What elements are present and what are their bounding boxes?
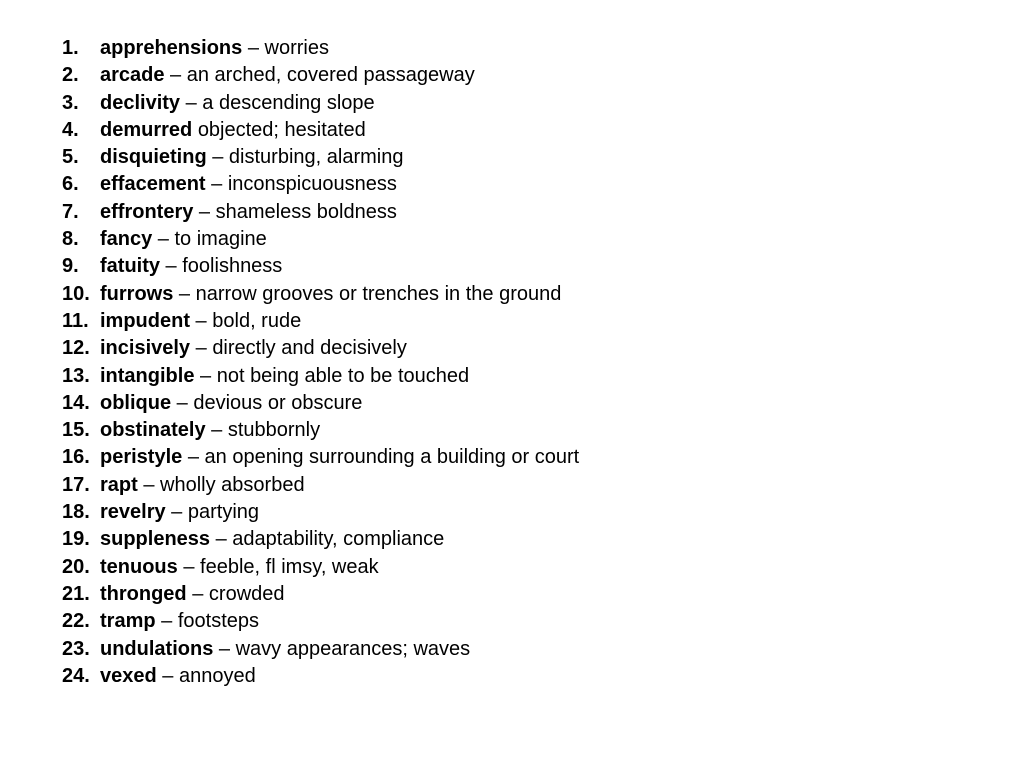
vocab-item [62, 117, 579, 144]
item-number: 13. [62, 364, 90, 387]
item-number: 8. [62, 228, 79, 251]
vocab-definition: a descending slope [202, 91, 375, 114]
vocab-definition: devious or obscure [193, 391, 363, 414]
item-number: 22. [62, 610, 90, 633]
vocab-term: suppleness [100, 528, 211, 551]
vocab-item [62, 308, 579, 335]
term-separator: – [205, 419, 228, 442]
vocab-item [62, 144, 579, 171]
vocab-term: apprehensions [100, 37, 243, 59]
vocab-item [62, 554, 579, 581]
item-number: 12. [62, 337, 90, 360]
item-number: 16. [62, 446, 90, 469]
item-number: 11. [62, 309, 89, 332]
vocab-term: thronged [100, 582, 187, 605]
vocab-definition: an arched, covered passageway [186, 64, 475, 87]
term-separator: – [137, 473, 161, 496]
item-number: 10. [62, 282, 90, 305]
item-number: 17. [62, 473, 90, 496]
vocab-definition: objected; hesitated [197, 118, 366, 141]
item-number: 5. [62, 146, 79, 169]
vocab-term: incisively [100, 337, 191, 360]
vocab-definition: worries [264, 37, 329, 59]
vocab-item [62, 581, 579, 608]
vocab-term: disquieting [100, 146, 207, 169]
vocab-item [62, 35, 579, 62]
vocab-term: effacement [100, 173, 206, 196]
vocab-item [62, 62, 579, 89]
vocabulary-list [62, 35, 579, 690]
vocab-term: effrontery [100, 200, 194, 223]
term-separator: – [242, 37, 265, 59]
vocab-item [62, 90, 579, 117]
term-separator: – [186, 582, 209, 605]
vocab-term: intangible [100, 364, 195, 387]
vocab-definition: partying [187, 501, 260, 524]
item-number: 6. [62, 173, 79, 196]
vocab-definition: adaptability, compliance [232, 528, 445, 551]
item-number: 1. [62, 37, 79, 59]
vocab-item [62, 499, 579, 526]
vocab-definition: not being able to be touched [216, 364, 470, 387]
vocab-item [62, 417, 579, 444]
vocab-definition: crowded [208, 582, 285, 605]
vocab-item [62, 335, 579, 362]
vocab-term: furrows [100, 282, 174, 305]
vocab-definition: directly and decisively [212, 337, 407, 360]
vocab-term: peristyle [100, 446, 183, 469]
vocab-term: oblique [100, 391, 172, 414]
term-separator: – [213, 637, 236, 660]
vocab-item [62, 253, 579, 280]
vocab-item [62, 444, 579, 471]
item-number: 15. [62, 419, 90, 442]
item-number: 4. [62, 118, 79, 141]
vocab-definition: narrow grooves or trenches in the ground [195, 282, 562, 305]
vocab-item [62, 390, 579, 417]
term-separator: – [156, 664, 179, 687]
term-separator: – [180, 91, 203, 114]
term-separator: – [177, 555, 201, 578]
vocab-term: vexed [100, 664, 157, 687]
term-separator: – [205, 173, 228, 196]
vocab-term: impudent [100, 309, 190, 332]
item-number: 2. [62, 64, 79, 87]
term-separator: – [164, 64, 187, 87]
vocab-item [62, 663, 579, 690]
vocab-definition: bold, rude [212, 309, 302, 332]
item-number: 9. [62, 255, 79, 278]
vocab-term: tramp [100, 610, 156, 633]
term-separator: – [173, 282, 196, 305]
vocab-term: declivity [100, 91, 181, 114]
term-separator: – [182, 446, 205, 469]
vocab-item [62, 281, 579, 308]
term-separator: – [210, 528, 233, 551]
vocab-item [62, 171, 579, 198]
vocab-term: rapt [100, 473, 138, 496]
vocab-definition: inconspicuousness [227, 173, 397, 196]
term-separator: – [194, 364, 217, 387]
item-number: 21. [62, 582, 90, 605]
vocab-definition: feeble, fl imsy, weak [200, 555, 379, 578]
vocab-definition: to imagine [174, 228, 267, 251]
vocab-item [62, 199, 579, 226]
vocab-term: arcade [100, 64, 165, 87]
vocab-term: fatuity [100, 255, 160, 278]
item-number: 3. [62, 91, 79, 114]
vocab-item [62, 636, 579, 663]
term-separator: – [206, 146, 229, 169]
item-number: 19. [62, 528, 90, 551]
vocab-definition: wholly absorbed [160, 473, 305, 496]
vocab-term: revelry [100, 501, 166, 524]
item-number: 14. [62, 391, 90, 414]
vocab-definition: disturbing, alarming [228, 146, 404, 169]
vocab-term: obstinately [100, 419, 206, 442]
item-number: 20. [62, 555, 90, 578]
vocab-term: tenuous [100, 555, 178, 578]
vocab-item [62, 526, 579, 553]
item-number: 7. [62, 200, 79, 223]
term-separator: – [160, 255, 183, 278]
item-number: 18. [62, 501, 90, 524]
vocab-term: fancy [100, 228, 153, 251]
term-separator: – [190, 309, 213, 332]
term-separator: – [152, 228, 175, 251]
item-number: 23. [62, 637, 90, 660]
term-separator: – [171, 391, 194, 414]
term-separator: – [165, 501, 188, 524]
vocab-definition: shameless boldness [215, 200, 397, 223]
vocab-definition: stubbornly [227, 419, 321, 442]
term-separator: – [155, 610, 178, 633]
vocab-definition: foolishness [182, 255, 283, 278]
vocab-term: demurred [100, 118, 193, 141]
term-separator: – [190, 337, 213, 360]
vocab-definition: footsteps [177, 610, 259, 633]
vocab-term: undulations [100, 637, 214, 660]
vocab-item [62, 608, 579, 635]
vocab-definition: wavy appearances; waves [235, 637, 471, 660]
vocab-item [62, 472, 579, 499]
vocab-item [62, 363, 579, 390]
vocab-definition: an opening surrounding a building or court [204, 446, 580, 469]
vocab-item [62, 226, 579, 253]
item-number: 24. [62, 664, 90, 687]
vocab-definition: annoyed [178, 664, 256, 687]
term-separator: – [193, 200, 216, 223]
